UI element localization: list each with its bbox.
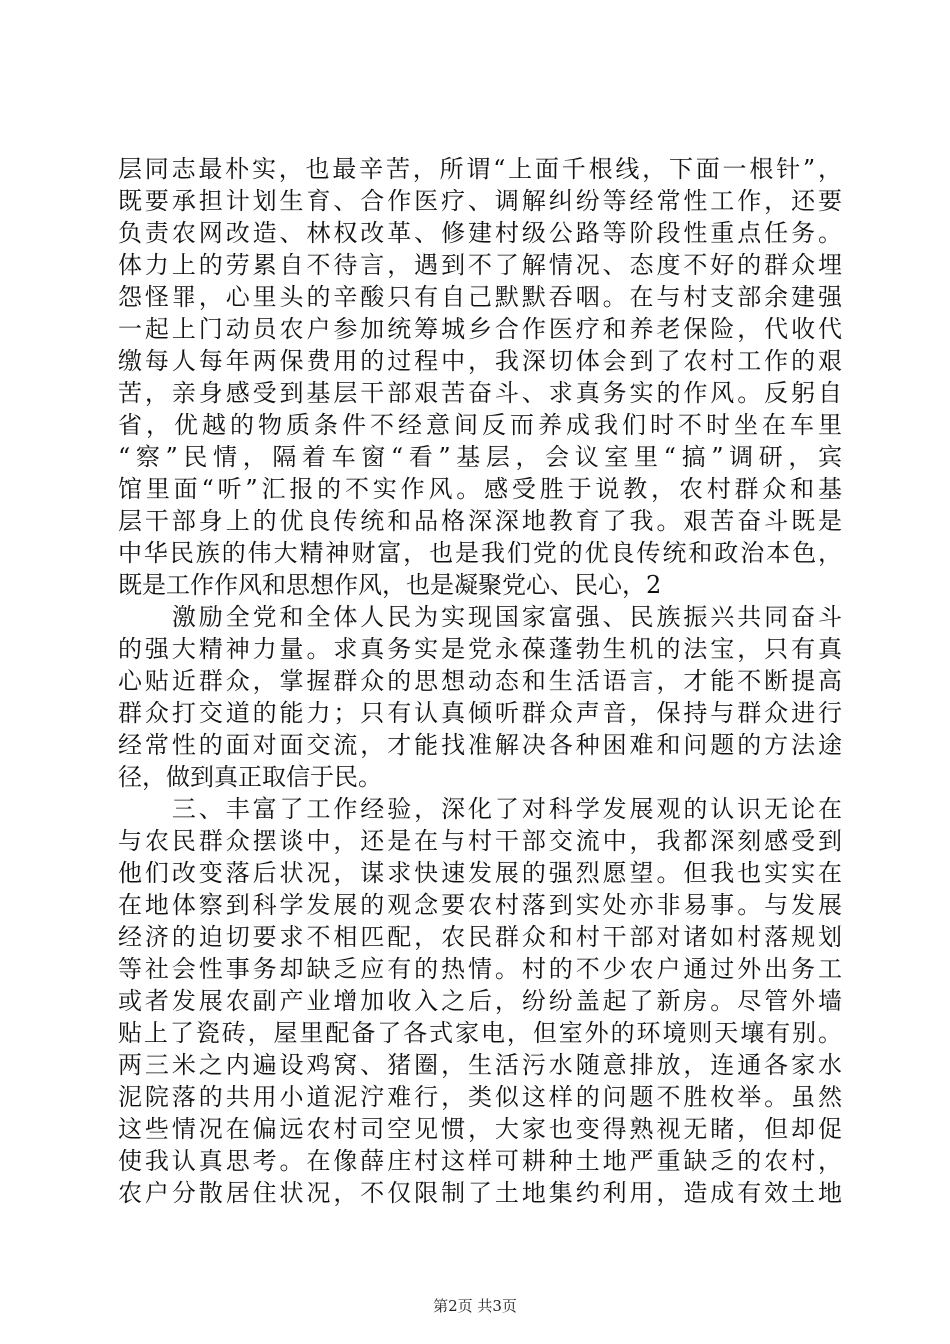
text-line: 贴上了瓷砖，屋里配备了各式家电，但室外的环境则天壤有别。 [118, 1019, 842, 1047]
text-line: 中华民族的伟大精神财富，也是我们党的优良传统和政治本色， [118, 539, 842, 567]
text-line: 或者发展农副产业增加收入之后，纷纷盖起了新房。尽管外墙 [118, 987, 842, 1015]
text-line: 等社会性事务却缺乏应有的热情。村的不少农户通过外出务工 [118, 955, 842, 983]
text-line: 与农民群众摆谈中，还是在与村干部交流中，我都深刻感受到 [118, 827, 842, 855]
text-line: 心贴近群众，掌握群众的思想动态和生活语言，才能不断提高 [118, 667, 842, 695]
text-line: 怨怪罪，心里头的辛酸只有自己默默吞咽。在与村支部余建强 [118, 283, 842, 311]
text-line: 既要承担计划生育、合作医疗、调解纠纷等经常性工作，还要 [118, 187, 842, 215]
text-line: 激励全党和全体人民为实现国家富强、民族振兴共同奋斗 [118, 603, 842, 631]
text-line: 三、丰富了工作经验，深化了对科学发展观的认识无论在 [118, 795, 842, 823]
text-line: 在地体察到科学发展的观念要农村落到实处亦非易事。与发展 [118, 891, 842, 919]
text-line: 一起上门动员农户参加统筹城乡合作医疗和养老保险，代收代 [118, 315, 842, 343]
text-line: 经常性的面对面交流，才能找准解决各种困难和问题的方法途 [118, 731, 842, 759]
text-line: 体力上的劳累自不待言，遇到不了解情况、态度不好的群众埋 [118, 251, 842, 279]
text-line: 缴每人每年两保费用的过程中，我深切体会到了农村工作的艰 [118, 347, 842, 375]
text-line: 两三米之内遍设鸡窝、猪圈，生活污水随意排放，连通各家水 [118, 1051, 842, 1079]
text-line: 苦，亲身感受到基层干部艰苦奋斗、求真务实的作风。反躬自 [118, 379, 842, 407]
text-line: 负责农网改造、林权改革、修建村级公路等阶段性重点任务。 [118, 219, 842, 247]
text-line: 径，做到真正取信于民。 [118, 763, 382, 791]
text-line: 省，优越的物质条件不经意间反而养成我们时不时坐在车里 [118, 411, 842, 439]
page-footer: 第2页 共3页 [433, 1297, 517, 1315]
text-line: 既是工作作风和思想作风，也是凝聚党心、民心，2 [118, 571, 662, 599]
body-text [118, 153, 842, 1209]
text-line: “察”民情，隔着车窗“看”基层，会议室里“搞”调研，宾 [118, 443, 842, 471]
text-line: 这些情况在偏远农村司空见惯，大家也变得熟视无睹，但却促 [118, 1115, 842, 1143]
text-line: 使我认真思考。在像薛庄村这样可耕种土地严重缺乏的农村， [118, 1147, 842, 1175]
text-line: 泥院落的共用小道泥泞难行，类似这样的问题不胜枚举。虽然 [118, 1083, 842, 1111]
text-line: 层干部身上的优良传统和品格深深地教育了我。艰苦奋斗既是 [118, 507, 842, 535]
text-line: 层同志最朴实，也最辛苦，所谓“上面千根线，下面一根针”， [118, 155, 842, 183]
text-line: 他们改变落后状况，谋求快速发展的强烈愿望。但我也实实在 [118, 859, 842, 887]
text-line: 群众打交道的能力；只有认真倾听群众声音，保持与群众进行 [118, 699, 842, 727]
text-line: 经济的迫切要求不相匹配，农民群众和村干部对诸如村落规划 [118, 923, 842, 951]
text-line: 农户分散居住状况，不仅限制了土地集约利用，造成有效土地 [118, 1179, 842, 1207]
text-line: 的强大精神力量。求真务实是党永葆蓬勃生机的法宝，只有真 [118, 635, 842, 663]
text-line: 馆里面“听”汇报的不实作风。感受胜于说教，农村群众和基 [118, 475, 842, 503]
